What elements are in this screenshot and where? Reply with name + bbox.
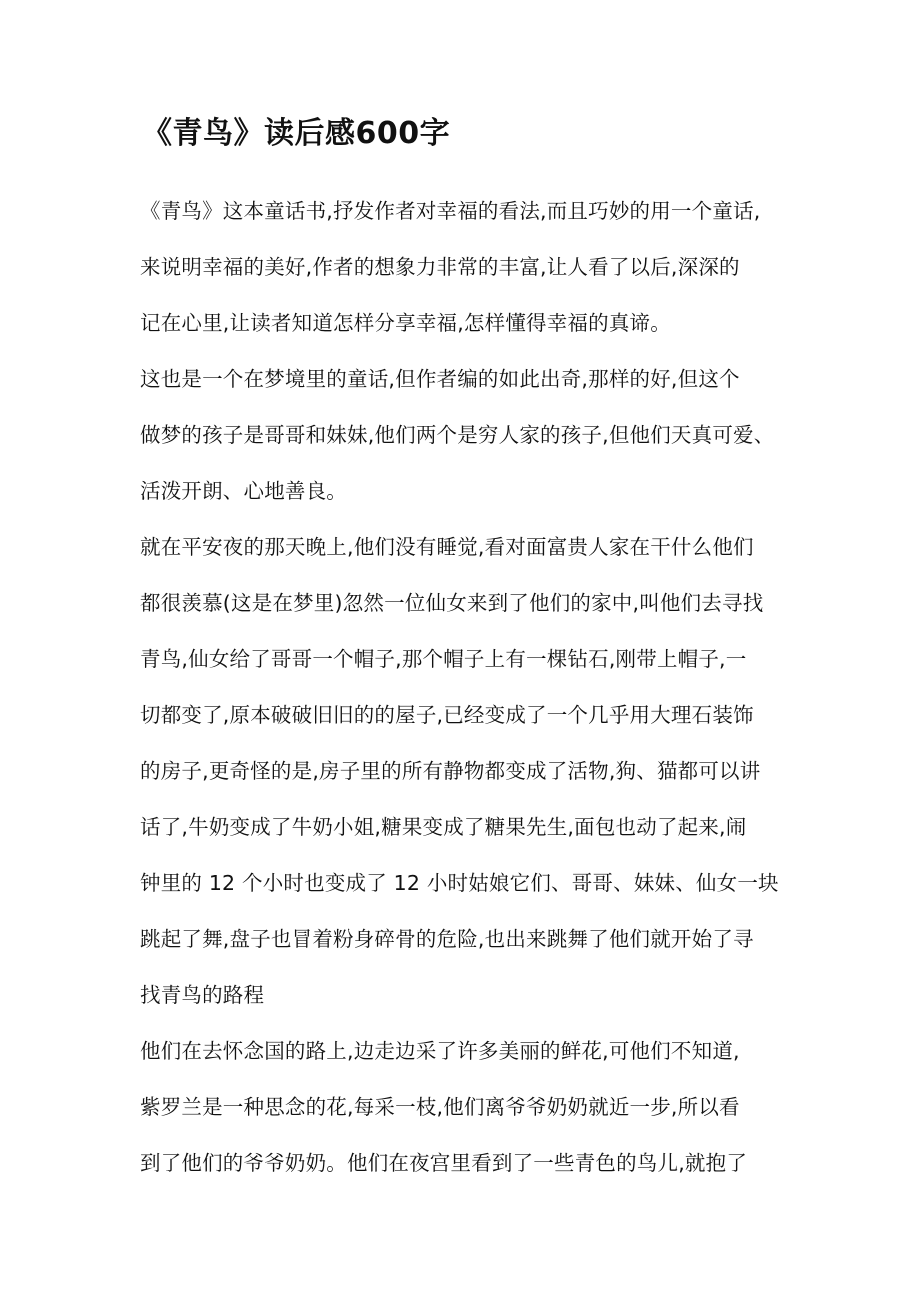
text-line: 这也是一个在梦境里的童话,但作者编的如此出奇,那样的好,但这个: [140, 367, 740, 391]
text-line: 就在平安夜的那天晚上,他们没有睡觉,看对面富贵人家在干什么他们: [140, 535, 754, 559]
text-line: 青鸟,仙女给了哥哥一个帽子,那个帽子上有一棵钻石,刚带上帽子,一: [140, 647, 747, 671]
text-line: 话了,牛奶变成了牛奶小姐,糖果变成了糖果先生,面包也动了起来,闹: [140, 815, 747, 839]
text-line: 来说明幸福的美好,作者的想象力非常的丰富,让人看了以后,深深的: [140, 255, 740, 279]
text-line: 他们在去怀念国的路上,边走边采了许多美丽的鲜花,可他们不知道,: [140, 1039, 740, 1063]
text-line: 都很羡慕(这是在梦里)忽然一位仙女来到了他们的家中,叫他们去寻找: [140, 591, 764, 615]
document-title: 《青鸟》读后感600字: [142, 116, 451, 151]
text-line: 做梦的孩子是哥哥和妹妹,他们两个是穷人家的孩子,但他们天真可爱、: [140, 423, 775, 447]
text-line: 切都变了,原本破破旧旧的的屋子,已经变成了一个几乎用大理石装饰: [140, 703, 754, 727]
text-line: 《青鸟》这本童话书,抒发作者对幸福的看法,而且巧妙的用一个童话,: [140, 199, 761, 223]
text-line: 找青鸟的路程: [140, 983, 265, 1007]
text-line: 紫罗兰是一种思念的花,每采一枝,他们离爷爷奶奶就近一步,所以看: [140, 1095, 740, 1119]
text-line: 的房子,更奇怪的是,房子里的所有静物都变成了活物,狗、猫都可以讲: [140, 759, 761, 783]
text-line: 钟里的 12 个小时也变成了 12 小时姑娘它们、哥哥、妹妹、仙女一块: [140, 871, 779, 895]
text-line: 跳起了舞,盘子也冒着粉身碎骨的危险,也出来跳舞了他们就开始了寻: [140, 927, 754, 951]
text-line: 到了他们的爷爷奶奶。他们在夜宫里看到了一些青色的鸟儿,就抱了: [140, 1151, 748, 1175]
text-line: 记在心里,让读者知道怎样分享幸福,怎样懂得幸福的真谛。: [140, 311, 671, 335]
text-line: 活泼开朗、心地善良。: [140, 479, 347, 503]
